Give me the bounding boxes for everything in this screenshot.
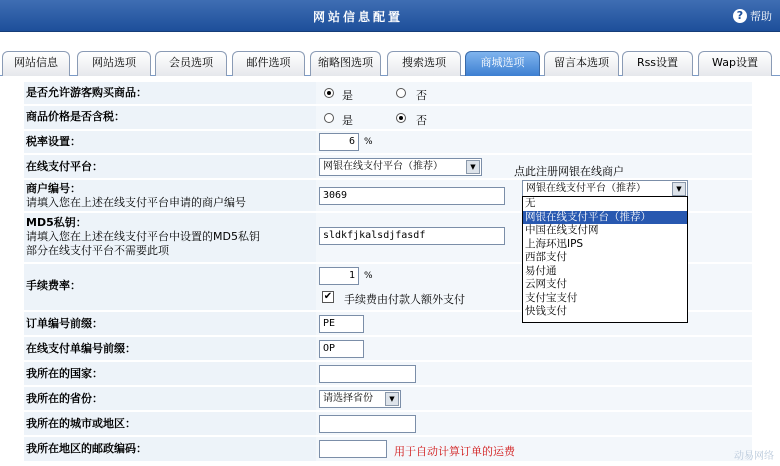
help-button[interactable] (733, 8, 772, 24)
dropdown-option[interactable]: 快钱支付 (525, 305, 567, 317)
fee-rate-label: 手续费率： (26, 279, 81, 292)
tab-site-info[interactable]: 网站信息 (2, 51, 70, 76)
order-prefix-input[interactable]: PE (319, 315, 364, 333)
fee-rate-input[interactable]: 1 (319, 267, 359, 285)
country-label: 我所在的国家： (26, 367, 103, 380)
guest-buy-yes-label: 是 (342, 89, 353, 102)
row-postcode (24, 437, 752, 462)
chevron-down-icon: ▼ (672, 182, 686, 196)
dropdown-option[interactable]: 易付通 (525, 264, 557, 277)
tab-wap-settings[interactable]: Wap设置 (698, 51, 772, 76)
postcode-note: 用于自动计算订单的运费 (394, 445, 515, 458)
row-pay-platform (24, 155, 752, 179)
dropdown-option[interactable]: 网银在线支付平台（推荐） (523, 211, 687, 225)
title-bar (0, 0, 780, 32)
tab-shop-options[interactable]: 商城选项 (465, 51, 540, 76)
city-input[interactable] (319, 415, 416, 433)
dropdown-option[interactable]: 云网支付 (525, 278, 567, 290)
tab-search-options[interactable]: 搜索选项 (387, 51, 461, 76)
postcode-label: 我所在地区的邮政编码： (26, 442, 147, 455)
fee-payer-checkbox[interactable]: ✔ (323, 291, 333, 302)
province-label: 我所在的省份： (26, 392, 103, 405)
page-title: 网站信息配置 (312, 10, 403, 24)
tab-site-options[interactable]: 网站选项 (77, 51, 151, 76)
dropdown-option[interactable]: 上海环迅IPS (525, 237, 584, 250)
row-city (24, 412, 752, 436)
tax-rate-label: 税率设置： (26, 135, 81, 148)
tab-guestbook-options[interactable]: 留言本选项 (544, 51, 619, 76)
merchant-id-input[interactable]: 3069 (319, 187, 505, 205)
row-country (24, 362, 752, 386)
help-icon: ? (733, 9, 747, 23)
tab-member-options[interactable]: 会员选项 (155, 51, 227, 76)
tab-rss-settings[interactable]: Rss设置 (622, 51, 693, 76)
order-prefix-label: 订单编号前缀： (26, 317, 103, 330)
pay-platform-select[interactable] (319, 158, 482, 176)
help-label: 帮助 (750, 10, 772, 23)
tab-mail-options[interactable]: 邮件选项 (232, 51, 305, 76)
fee-rate-unit: % (364, 271, 373, 281)
tab-bar (0, 32, 780, 76)
province-select[interactable] (319, 390, 401, 408)
row-price-tax (24, 106, 752, 130)
fee-payer-label: 手续费由付款人额外支付 (344, 293, 465, 306)
payment-prefix-input[interactable]: OP (319, 340, 364, 358)
pay-platform-value: 网银在线支付平台（推荐） (323, 161, 443, 172)
row-payment-prefix (24, 337, 752, 361)
payment-prefix-label: 在线支付单编号前缀： (26, 342, 136, 355)
pay-platform-label: 在线支付平台： (26, 160, 103, 173)
guest-buy-no-radio[interactable] (396, 88, 406, 98)
price-tax-no-label: 否 (416, 114, 427, 127)
guest-buy-no-label: 否 (416, 89, 427, 102)
postcode-input[interactable] (319, 440, 387, 458)
merchant-id-label: 商户编号： (26, 182, 81, 195)
tax-rate-input[interactable]: 6 (319, 133, 359, 151)
platform-dropdown-value: 网银在线支付平台（推荐） (526, 183, 646, 194)
register-merchant-link[interactable]: 点此注册网银在线商户 (514, 165, 624, 178)
price-tax-no-radio[interactable] (396, 113, 406, 123)
city-label: 我所在的城市或地区： (26, 417, 136, 430)
row-province (24, 387, 752, 411)
price-tax-label: 商品价格是否含税： (26, 110, 125, 123)
merchant-id-hint: 请填入您在上述在线支付平台申请的商户编号 (26, 196, 246, 209)
chevron-down-icon: ▼ (385, 392, 399, 406)
dropdown-option[interactable]: 中国在线支付网 (525, 224, 599, 236)
chevron-down-icon: ▼ (466, 160, 480, 174)
md5-key-hint1: 请填入您在上述在线支付平台中设置的MD5私钥 (26, 230, 260, 243)
guest-buy-label: 是否允许游客购买商品： (26, 86, 147, 99)
md5-key-label: MD5私钥： (26, 216, 87, 229)
row-guest-buy (24, 82, 752, 105)
md5-key-input[interactable]: sldkfjkalsdjfasdf (319, 227, 505, 245)
md5-key-hint2: 部分在线支付平台不需要此项 (26, 244, 169, 257)
tab-thumbnail-options[interactable]: 缩略图选项 (310, 51, 381, 76)
tax-rate-unit: % (364, 137, 373, 147)
country-input[interactable] (319, 365, 416, 383)
row-tax-rate (24, 131, 752, 154)
dropdown-option[interactable]: 支付宝支付 (525, 291, 578, 304)
platform-dropdown-list (522, 196, 688, 323)
province-value: 请选择省份 (323, 393, 373, 404)
price-tax-yes-radio[interactable] (324, 113, 334, 123)
price-tax-yes-label: 是 (342, 114, 353, 127)
dropdown-option[interactable]: 无 (525, 197, 536, 209)
dropdown-option[interactable]: 西部支付 (525, 251, 567, 263)
watermark: 动易网络 (734, 451, 774, 462)
guest-buy-yes-radio[interactable] (324, 88, 334, 98)
